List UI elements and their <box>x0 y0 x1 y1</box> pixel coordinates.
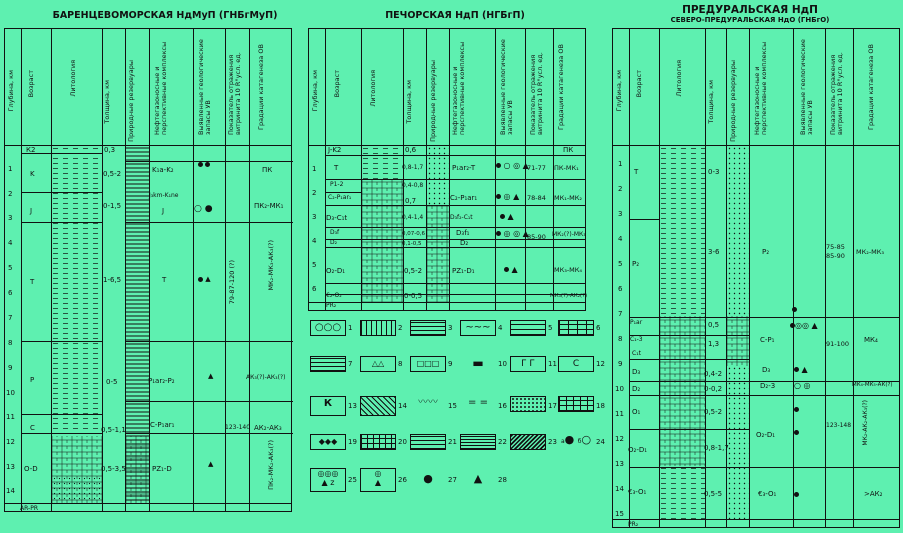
right-reserve-symbols-1 <box>792 305 797 313</box>
middle-gradation-6: МК₃(?)-АК₂(?) <box>550 293 588 299</box>
left-thickness-7: 0,5-3,5 <box>101 465 126 473</box>
right-reserve-symbols-6 <box>794 428 799 436</box>
legend-swatch-22 <box>460 434 496 450</box>
legend-num-2: 2 <box>398 324 403 332</box>
right-reserve-symbols-5 <box>794 405 799 413</box>
legend-num-5: 5 <box>548 324 553 332</box>
right-lithology-column <box>660 146 705 519</box>
right-depth-10: 10 <box>615 385 624 393</box>
legend-num-1: 1 <box>348 324 353 332</box>
legend-swatch-10: ▬ <box>472 356 484 370</box>
middle-complex-5: D₂ <box>460 239 469 247</box>
middle-thickness-5: 0,4-1,4 <box>402 214 424 221</box>
right-reflectance-4: 123-148 <box>826 422 852 429</box>
legend-num-4: 4 <box>498 324 503 332</box>
right-reserve-symbols-7 <box>794 490 799 498</box>
middle-reserve-symbols-1: ○ ◎ ▲ <box>496 162 529 170</box>
right-thickness-4: 1,3 <box>708 340 720 348</box>
middle-age-8: O₂-D₁ <box>326 267 346 275</box>
right-reflectance-3: 91-100 <box>826 340 850 348</box>
left-gradation-4: АК₃(?)-АК₃(?) <box>246 374 286 381</box>
right-reserve-symbols-4: ○ ◎ <box>794 381 811 390</box>
middle-header-lithology: Литология <box>369 70 377 107</box>
middle-thickness-2: 0,8-1,7 <box>402 164 424 171</box>
legend-num-28: 28 <box>498 476 507 484</box>
legend-num-17: 17 <box>548 402 557 410</box>
left-reflectance-1: 79-87-120 (?) <box>228 260 236 305</box>
legend-swatch-9: □□□ <box>410 356 446 372</box>
right-age-4: C₁-3 <box>630 336 643 343</box>
left-depth-2: 2 <box>8 190 13 198</box>
left-thickness-6: 0,5-1,1 <box>101 426 126 434</box>
left-complex-2: J₃km-K₁ne <box>149 192 179 199</box>
right-thickness-9: 0,5-5 <box>704 490 723 498</box>
middle-reserve-symbols-4: ◎ ◎ ▲ <box>496 230 529 238</box>
right-header-complexes: Нефтегазоносные и перспективные комплексы <box>753 41 768 135</box>
legend-swatch-3 <box>410 320 446 336</box>
legend-swatch-6 <box>558 320 594 336</box>
left-gradation-3: МК₂-МК₃-АК₃(?) <box>267 240 275 291</box>
left-age-t: T <box>30 278 35 286</box>
left-complex-5: P₁ar₂-P₂ <box>148 377 175 385</box>
left-header-depth: Глубина, км <box>7 70 15 112</box>
right-gradation-5: >АК₂ <box>864 490 883 498</box>
left-depth-3: 3 <box>8 214 13 222</box>
right-age-9: O₂-D₁ <box>628 446 648 454</box>
middle-reserve-symbols-2: ◎ ▲ <box>496 193 519 201</box>
left-thickness-4: 1-6,5 <box>103 276 122 284</box>
middle-age-6: D₃f <box>330 229 340 236</box>
right-complex-1: P₂ <box>762 248 770 256</box>
left-age-p: P <box>30 376 35 384</box>
right-thickness-3: 0,5 <box>708 321 720 329</box>
left-reserve-symbols-3: ▲ <box>198 275 211 283</box>
legend-swatch-7 <box>310 356 346 372</box>
legend-num-13: 13 <box>348 402 357 410</box>
middle-header-reserves: Выявленные геологические запасы УВ <box>499 39 514 135</box>
middle-age-9: €₂-O₂ <box>326 292 342 299</box>
legend-num-7: 7 <box>348 360 353 368</box>
legend-num-26: 26 <box>398 476 407 484</box>
middle-header-depth: Глубина, км <box>311 70 319 112</box>
right-complex-5: O₂-D₁ <box>756 431 776 439</box>
middle-complex-2: C₂-P₁ar₁ <box>450 194 478 202</box>
middle-depth-2: 2 <box>312 189 317 197</box>
left-complex-7: PZ₁-D <box>152 465 172 473</box>
left-depth-1: 1 <box>8 165 13 173</box>
left-complex-6: C-P₁ar₁ <box>150 421 175 429</box>
right-thickness-8: 0,8-1,7 <box>704 444 729 452</box>
right-gradation-2: МК₄ <box>864 336 878 344</box>
right-age-3: P₁ar <box>630 319 643 326</box>
middle-reserve-symbols-3: ▲ <box>500 213 514 221</box>
right-age-1: T <box>634 168 639 176</box>
right-depth-14: 14 <box>615 485 624 493</box>
legend-num-22: 22 <box>498 438 507 446</box>
left-thickness-5: 0-5 <box>106 378 118 386</box>
middle-reflectance-1: 71-77 <box>527 164 546 172</box>
right-complex-3: D₃ <box>762 366 771 374</box>
middle-gradation-3: МК₁-МК₂ <box>554 194 583 202</box>
legend-num-15: 15 <box>448 402 457 410</box>
left-reserve-symbols-1 <box>198 160 210 168</box>
right-depth-1: 1 <box>618 160 623 168</box>
right-reserve-symbols-3: ▲ <box>794 366 808 374</box>
right-title: ПРЕДУРАЛЬСКАЯ НдП <box>682 4 818 16</box>
left-gradation-6: ПК₂-МК₂-АК₃(?) <box>267 440 275 490</box>
middle-thickness-6: 0,07-0,6 <box>402 231 425 237</box>
right-complex-2: C-P₁ <box>760 336 775 344</box>
middle-reservoir-column <box>427 146 449 302</box>
left-gradation-5: АК₂-АК₃ <box>254 424 282 432</box>
legend-swatch-21 <box>410 434 446 450</box>
right-complex-4: D₂-3 <box>760 382 776 390</box>
left-age-k: K <box>30 170 35 178</box>
right-reservoir-column <box>727 146 749 519</box>
left-column-panel <box>4 28 292 512</box>
middle-gradation-5: МК₃-МК₄ <box>554 266 583 274</box>
legend-num-24: 24 <box>596 438 605 446</box>
right-gradation-1: МК₂-МК₃ <box>856 248 885 256</box>
right-age-2: P₂ <box>632 260 640 268</box>
left-complex-4: T <box>162 276 167 284</box>
middle-complex-3: D₃f₂-C₁t <box>450 214 473 221</box>
middle-lithology-column <box>362 146 403 302</box>
right-depth-4: 4 <box>618 235 623 243</box>
legend-swatch-11: Г Г <box>510 356 546 372</box>
legend-swatch-26: ◎ ▲ <box>360 468 396 492</box>
middle-depth-6: 6 <box>312 285 317 293</box>
legend-swatch-28: ▲ <box>473 472 483 485</box>
legend-num-21: 21 <box>448 438 457 446</box>
left-header-thickness: Толщина, км <box>103 80 111 124</box>
left-lithology-column <box>52 146 102 503</box>
left-gradation-1: ПК <box>262 166 273 174</box>
middle-header-age: Возраст <box>333 70 341 98</box>
right-header-reservoirs: Природные резервуары <box>729 60 737 142</box>
left-age-c: C <box>30 424 35 432</box>
middle-complex-6: PZ₁-D₁ <box>452 267 475 275</box>
left-reserve-symbols-2: ○ ● <box>194 204 213 214</box>
middle-age-1: J-K2 <box>328 146 342 154</box>
legend-num-18: 18 <box>596 402 605 410</box>
left-reserve-symbols-4: ▲ <box>208 372 214 380</box>
legend-num-3: 3 <box>448 324 453 332</box>
right-depth-8: 8 <box>618 335 623 343</box>
left-thickness-1: 0,3 <box>104 146 116 154</box>
right-depth-2: 2 <box>618 185 623 193</box>
legend <box>308 320 605 500</box>
legend-swatch-19: ◆◆◆ <box>310 434 346 450</box>
left-reserve-symbols-5: ▲ <box>208 460 214 468</box>
legend-swatch-5 <box>510 320 546 336</box>
right-thickness-6: 0-0,2 <box>704 385 723 393</box>
middle-reflectance-2: 78-84 <box>527 194 546 202</box>
left-complex-3: J <box>162 207 165 215</box>
middle-depth-1: 1 <box>312 165 317 173</box>
middle-gradation-1: ПК <box>563 146 574 154</box>
right-depth-7: 7 <box>618 310 623 318</box>
right-depth-6: 6 <box>618 285 623 293</box>
legend-swatch-23 <box>510 434 546 450</box>
left-depth-5: 5 <box>8 264 13 272</box>
middle-age-2: T <box>334 164 339 172</box>
right-header-depth: Глубина, км <box>615 70 623 112</box>
right-depth-15: 15 <box>615 510 624 518</box>
right-depth-11: 11 <box>615 410 624 418</box>
legend-num-9: 9 <box>448 360 453 368</box>
right-age-11: PR₂ <box>628 521 639 528</box>
legend-letter-z: z <box>330 478 335 487</box>
left-header-age: Возраст <box>27 70 35 98</box>
middle-header-reservoirs: Природные резервуары <box>429 60 437 142</box>
left-thickness-2: 0,5-2 <box>103 170 122 178</box>
legend-num-6: 6 <box>596 324 601 332</box>
right-depth-13: 13 <box>615 460 624 468</box>
left-gradation-2: ПК₂-МК₁ <box>254 202 284 210</box>
legend-swatch-17 <box>510 396 546 412</box>
right-age-6: D₃ <box>632 368 641 376</box>
right-thickness-2: 3-6 <box>708 248 720 256</box>
middle-complex-4: D₃f₁ <box>456 229 470 237</box>
left-header-lithology: Литология <box>69 60 77 97</box>
middle-header-complexes: Нефтегазоносные и перспективные комплексы <box>451 41 466 135</box>
middle-gradation-2: ПК-МК₁ <box>554 164 579 172</box>
legend-swatch-20 <box>360 434 396 450</box>
right-thickness-5: 0,4-2 <box>704 370 723 378</box>
left-depth-12: 12 <box>6 438 15 446</box>
legend-swatch-25: ◎◎◎ ▲ z <box>310 468 346 492</box>
right-depth-3: 3 <box>618 210 623 218</box>
legend-swatch-4: ~~~ <box>460 320 496 336</box>
left-depth-4: 4 <box>8 239 13 247</box>
right-thickness-1: 0-3 <box>708 168 720 176</box>
left-depth-11: 11 <box>6 413 15 421</box>
middle-header-gradation: Градации катагенеза ОВ <box>557 44 565 130</box>
left-header-reflectance: Показатель отражения витринита 10 R°усл. ед. <box>227 52 242 135</box>
legend-swatch-14 <box>360 396 396 416</box>
middle-header-thickness: Толщина, км <box>405 80 413 124</box>
right-age-5: C₁t <box>632 350 641 357</box>
legend-num-23: 23 <box>548 438 557 446</box>
legend-num-20: 20 <box>398 438 407 446</box>
left-complex-1: K₁a-K₂ <box>152 166 174 174</box>
legend-num-10: 10 <box>498 360 507 368</box>
middle-thickness-1: 0,6 <box>405 146 417 154</box>
left-depth-8: 8 <box>8 339 13 347</box>
left-age-arpr: AR-PR <box>20 505 38 512</box>
left-depth-7: 7 <box>8 314 13 322</box>
legend-swatch-12: С <box>558 356 594 372</box>
middle-age-7: D₂ <box>330 239 338 246</box>
left-reservoir-column <box>126 146 149 503</box>
left-header-gradation: Градации катагенеза ОВ <box>257 44 265 130</box>
left-depth-13: 13 <box>6 463 15 471</box>
left-age-j: J <box>30 207 33 215</box>
middle-age-4: C₂-P₁ar₁ <box>328 194 352 201</box>
legend-letter-a: a <box>560 438 565 445</box>
right-depth-5: 5 <box>618 260 623 268</box>
middle-depth-5: 5 <box>312 261 317 269</box>
right-subtitle: СЕВЕРО-ПРЕДУРАЛЬСКАЯ НдО (ГНБгО) <box>670 16 830 24</box>
middle-thickness-9: 0-0,5 <box>404 292 423 300</box>
legend-num-27: 27 <box>448 476 457 484</box>
right-complex-6: €₃-O₁ <box>758 490 777 498</box>
right-reflectance-1: 75-85 <box>826 243 845 251</box>
right-age-10: €₃-O₁ <box>628 488 647 496</box>
legend-swatch-27: ● <box>423 472 433 485</box>
right-thickness-7: 0,5-2 <box>704 408 723 416</box>
left-depth-6: 6 <box>8 289 13 297</box>
middle-thickness-8: 0,5-2 <box>404 267 423 275</box>
middle-header-reflectance: Показатель отражения витринита 10 R°усл. ед. <box>529 52 544 135</box>
left-depth-14: 14 <box>6 487 15 495</box>
right-age-7: D₂ <box>632 385 641 393</box>
left-title: БАРЕНЦЕВОМОРСКАЯ НдМуП (ГНБгМуП) <box>52 10 278 21</box>
legend-swatch-13: К <box>310 396 346 416</box>
middle-gradation-4: МК₂(?)-МК₃ <box>552 231 586 238</box>
legend-letter-b: б <box>577 438 582 445</box>
left-header-reservoirs: Природные резервуары <box>127 60 135 142</box>
middle-title: ПЕЧОРСКАЯ НдП (НГБгП) <box>385 10 525 21</box>
legend-num-11: 11 <box>548 360 557 368</box>
left-age-k2: К2 <box>26 146 36 154</box>
left-thickness-3: 0-1,5 <box>103 202 122 210</box>
right-header-thickness: Толщина, км <box>707 80 715 124</box>
right-header-age: Возраст <box>635 70 643 98</box>
legend-swatch-16: = = <box>468 397 488 408</box>
middle-reserve-symbols-5: ▲ <box>504 266 518 274</box>
middle-thickness-7: 0,1-0,5 <box>402 241 422 247</box>
left-header-reserves: Выявленные геологические запасы УВ <box>197 39 212 135</box>
middle-complex-1: P₁ar₂-T <box>452 164 476 172</box>
legend-num-14: 14 <box>398 402 407 410</box>
legend-num-12: 12 <box>596 360 605 368</box>
middle-thickness-4: 0,7 <box>405 197 417 205</box>
middle-age-5: D₃-C₁t <box>326 214 348 222</box>
middle-age-10: PR₂ <box>326 302 337 309</box>
left-depth-10: 10 <box>6 389 15 397</box>
middle-thickness-3: 0,4-0,8 <box>402 182 424 189</box>
right-header-lithology: Литология <box>675 60 683 97</box>
legend-num-25: 25 <box>348 476 357 484</box>
legend-swatch-18 <box>558 396 594 412</box>
legend-swatch-24: a● б○ <box>560 433 592 446</box>
right-gradation-4: МК₂-АК₂-АК₃(?) <box>862 400 869 446</box>
middle-age-3: P1-2 <box>330 181 344 188</box>
right-header-gradation: Градации катагенеза ОВ <box>867 44 875 130</box>
left-depth-9: 9 <box>8 364 13 372</box>
legend-swatch-8: △△ <box>360 356 396 372</box>
right-header-reflectance: Показатель отражения витринита 10 R°усл. ед. <box>829 52 844 135</box>
legend-num-19: 19 <box>348 438 357 446</box>
right-reserve-symbols-2: ◎◎ ▲ <box>790 322 818 330</box>
middle-depth-3: 3 <box>312 213 317 221</box>
right-reflectance-2: 85-90 <box>826 252 845 260</box>
legend-swatch-2 <box>360 320 396 336</box>
right-depth-9: 9 <box>618 360 623 368</box>
legend-swatch-15: 〰〰 <box>418 397 438 408</box>
middle-depth-4: 4 <box>312 237 317 245</box>
right-gradation-3: МК₄-МК₅-АК(?) <box>852 382 893 388</box>
left-age-od: O-D <box>24 465 38 473</box>
right-header-reserves: Выявленные геологические запасы УВ <box>799 39 814 135</box>
left-header-complexes: Нефтегазоносные и перспективные комплексы <box>153 41 168 135</box>
legend-swatch-1: ○○○ <box>310 320 346 336</box>
right-age-8: O₁ <box>632 408 641 416</box>
right-depth-12: 12 <box>615 435 624 443</box>
middle-reflectance-3: 85-90 <box>527 233 546 241</box>
left-reflectance-2: 123-140 <box>225 424 251 431</box>
legend-num-8: 8 <box>398 360 403 368</box>
legend-num-16: 16 <box>498 402 507 410</box>
